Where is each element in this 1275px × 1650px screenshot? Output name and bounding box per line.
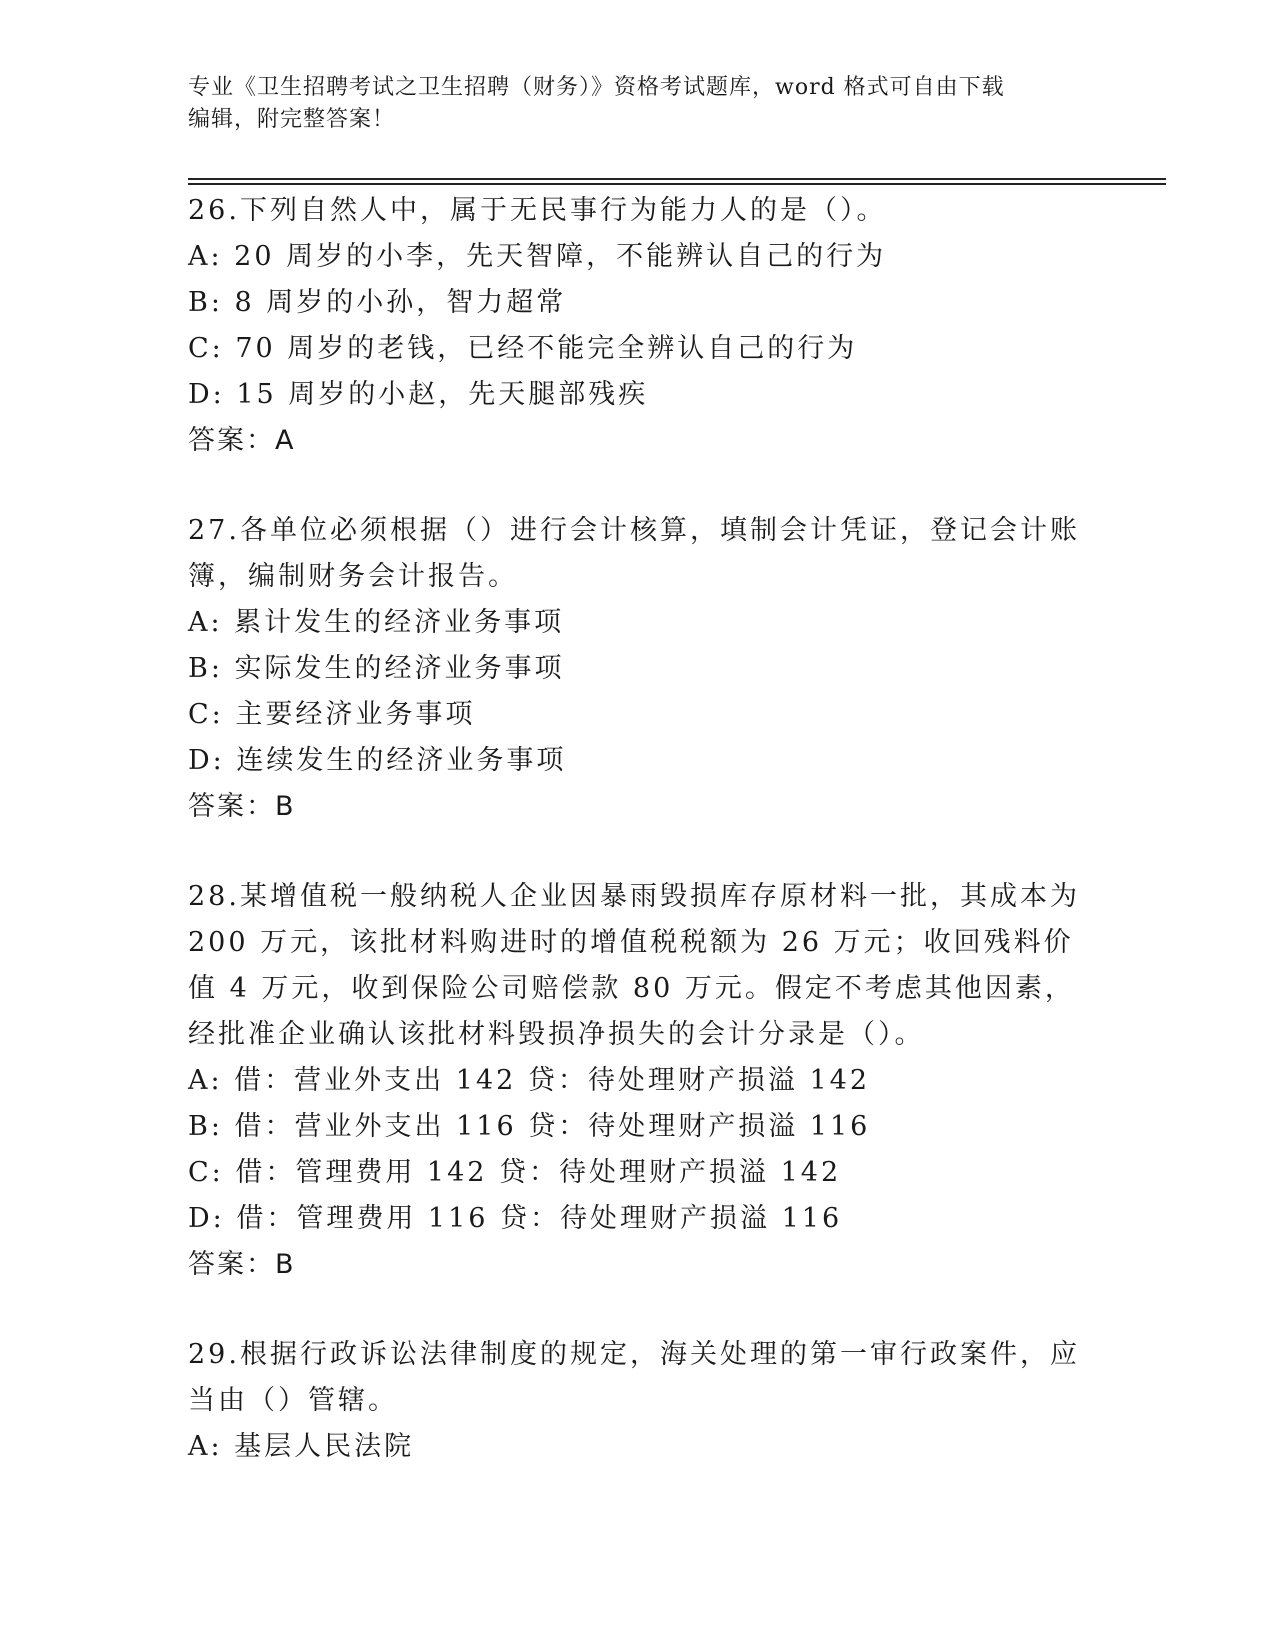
option-a: A: 基层人民法院 (188, 1431, 415, 1462)
header-line-1: 专业《卫生招聘考试之卫生招聘（财务）》资格考试题库，word 格式可自由下载 (188, 75, 1005, 100)
option-b: B: 8 周岁的小孙，智力超常 (188, 287, 567, 318)
question-28 (188, 874, 1088, 1288)
option-b: B: 实际发生的经济业务事项 (188, 653, 565, 684)
question-26 (188, 188, 1088, 464)
question-stem: 29.根据行政诉讼法律制度的规定，海关处理的第一审行政案件，应当由（）管辖。 (188, 1339, 1080, 1416)
option-b: B: 借：营业外支出 116 贷：待处理财产损溢 116 (188, 1111, 871, 1142)
option-a: A: 借：营业外支出 142 贷：待处理财产损溢 142 (188, 1065, 870, 1096)
question-stem: 27.各单位必须根据（）进行会计核算，填制会计凭证，登记会计账簿，编制财务会计报告。 (188, 515, 1080, 592)
option-a: A: 20 周岁的小李，先天智障，不能辨认自己的行为 (188, 241, 887, 272)
option-c: C: 借：管理费用 142 贷：待处理财产损溢 142 (188, 1157, 842, 1188)
header-divider-top (188, 178, 1166, 180)
question-stem: 26.下列自然人中，属于无民事行为能力人的是（）。 (188, 195, 887, 226)
answer-label: 答案：B (188, 791, 296, 822)
question-29 (188, 1332, 1088, 1470)
header-divider-bottom (188, 183, 1166, 185)
header-line-2: 编辑，附完整答案！ (188, 107, 396, 132)
option-c: C: 主要经济业务事项 (188, 699, 476, 730)
answer-label: 答案：A (188, 425, 296, 456)
option-c: C: 70 周岁的老钱，已经不能完全辨认自己的行为 (188, 333, 858, 364)
option-a: A: 累计发生的经济业务事项 (188, 607, 565, 638)
answer-label: 答案：B (188, 1249, 296, 1280)
option-d: D: 15 周岁的小赵，先天腿部残疾 (188, 379, 649, 410)
option-d: D: 借：管理费用 116 贷：待处理财产损溢 116 (188, 1203, 843, 1234)
document-header (188, 72, 1088, 136)
option-d: D: 连续发生的经济业务事项 (188, 745, 567, 776)
question-stem: 28.某增值税一般纳税人企业因暴雨毁损库存原材料一批，其成本为 200 万元，该批材料购进时的增值税税额为 26 万元；收回残料价值 4 万元，收到保险公司赔偿款 80 万元。假定不考虑其他因素，经批准企业确认该批材料毁损净损失的会计分录是（）。 (188, 881, 1080, 1050)
question-list (188, 188, 1088, 1514)
question-27 (188, 508, 1088, 830)
